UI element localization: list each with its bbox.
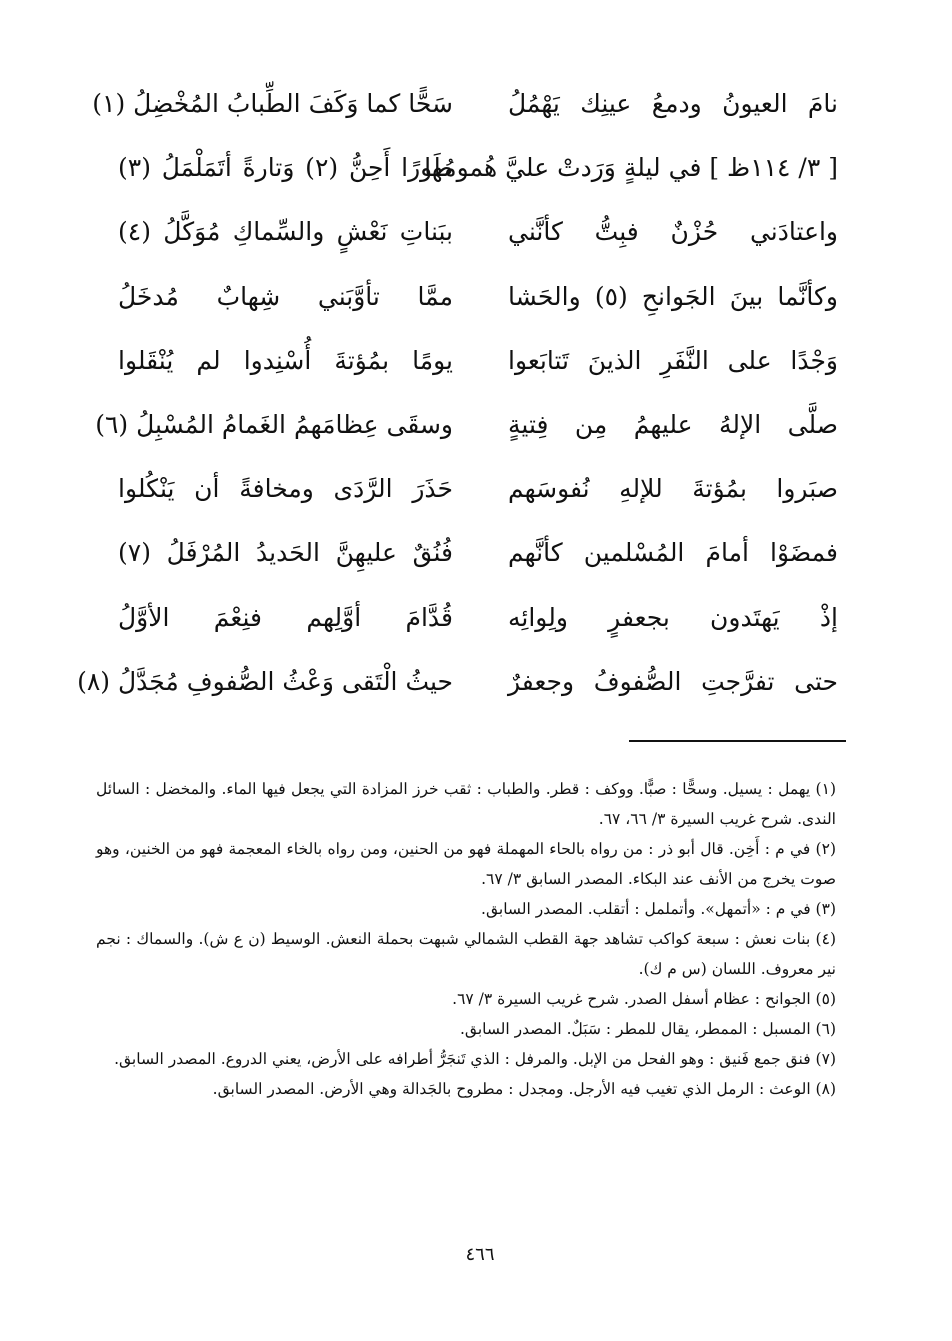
verse-7-second-hemistich: حَذَرَ الرَّدَى ومخافةً أن يَنْكُلوا (118, 474, 453, 504)
verse-1-second-hemistich: سَحًّا كما وَكَفَ الطِّبابُ المُخْضِلُ (١) (92, 89, 453, 119)
verse-9-first-hemistich: إذْ يَهتَدون بجعفرٍ ولِوائِه (508, 602, 838, 632)
footnote-4: (٤) بنات نعش : سبعة كواكب تشاهد جهة القطب الشمالي شبهت بحملة النعش. الوسيط (ن ع ش). والسماك : نجم نير معروف. اللسان (س م ك). (96, 930, 836, 978)
footnote-8: (٨) الوعث : الرمل الذي تغيب فيه الأرجل. ومجدل : مطروح بالجَدالة وهي الأرض. المصدر السابق. (212, 1080, 836, 1098)
verse-4-second-hemistich: ممَّا تأوَّبَني شِهابٌ مُدخَلُ (118, 281, 453, 311)
verse-2-first-hemistich: [ ٣/ ١١٤ظ ] في ليلةٍ وَرَدتْ عليَّ هُمومُها (424, 153, 838, 183)
footnote-7: (٧) فنق جمع فَنيق : وهو الفحل من الإبل. والمرفل : الذي تَنجَرُّ أطرافه على الأرض، يعني الدروع. المصدر السابق. (114, 1050, 836, 1068)
verse-5-second-hemistich: يومًا بمُؤتةَ أُسْنِدوا لم يُنْقَلوا (118, 345, 453, 375)
verse-10-first-hemistich: حتى تفرَّجتِ الصُّفوفُ وجعفرٌ (508, 666, 838, 696)
verse-3-first-hemistich: واعتادَني حُزْنٌ فبِتُّ كأنَّني (508, 217, 838, 247)
verse-8-first-hemistich: فمضَوْا أمامَ المُسْلمين كأنَّهم (508, 538, 838, 568)
poem (77, 72, 838, 714)
verse-6-first-hemistich: صلَّى الإلهُ عليهمُ مِن فِتيةٍ (508, 410, 838, 440)
verse-9-second-hemistich: قُدَّامَ أوَّلِهم فنِعْمَ الأوَّلُ (118, 602, 453, 632)
verse-5 (118, 329, 838, 393)
footnote-separator (629, 740, 846, 742)
footnotes (96, 774, 836, 1104)
verse-6-second-hemistich: وسقَى عِظامَهمُ الغَمامُ المُسْبِلُ (٦) (95, 410, 453, 440)
page-number: ٤٦٦ (465, 1244, 495, 1265)
verse-2-second-hemistich: طَورًا أَحِنُّ (٢) وَتارةً أتَمَلْمَلُ (٣) (118, 153, 453, 183)
verse-1-first-hemistich: نامَ العيونُ ودمعُ عينِك يَهْمُلُ (508, 89, 838, 119)
verse-10 (77, 650, 838, 714)
verse-6 (95, 393, 838, 457)
verse-1 (92, 72, 838, 136)
verse-4-first-hemistich: وكأنَّما بينَ الجَوانحِ (٥) والحَشا (508, 281, 838, 311)
verse-7-first-hemistich: صبَروا بمُؤتةَ للإلهِ نُفوسَهم (508, 474, 838, 504)
verse-4 (118, 265, 838, 329)
verse-2 (118, 136, 838, 200)
verse-9 (118, 586, 838, 650)
verse-10-second-hemistich: حيثُ الْتَقى وَعْثُ الصُّفوفِ مُجَدَّلُ (٨) (77, 666, 453, 696)
footnote-3: (٣) في م : «أتمهل». وأتململ : أتقلب. المصدر السابق. (481, 900, 836, 918)
verse-8-second-hemistich: فُنُقٌ عليهِنَّ الحَديدُ المُرْفَلُ (٧) (118, 538, 453, 568)
verse-3 (118, 200, 838, 264)
footnote-5: (٥) الجوانح : عظام أسفل الصدر. شرح غريب السيرة ٣/ ٦٧. (452, 990, 836, 1008)
verse-3-second-hemistich: ببَناتِ نَعْشٍ والسِّماكِ مُوَكَّلُ (٤) (118, 217, 453, 247)
verse-5-first-hemistich: وَجْدًا على النَّفَرِ الذينَ تَتابَعوا (508, 345, 838, 375)
verse-7 (118, 457, 838, 521)
footnote-2: (٢) في م : أَخِن. قال أبو ذر : من رواه بالحاء المهملة فهو من الحنين، ومن رواه بالخاء المعجمة فهو من الخنين، وهو صوت يخرج من الأنف عند البكاء. المصدر السابق ٣/ ٦٧. (96, 840, 836, 888)
footnote-1: (١) يهمل : يسيل. وسحًّا : صبًّا. ووكف : قطر. والطباب : ثقب خرز المزادة التي يجعل فيها الماء. والمخضل : السائل الندى. شرح غريب السيرة ٣/ ٦٦، ٦٧. (96, 780, 836, 828)
verse-8 (118, 521, 838, 585)
footnote-6: (٦) المسبل : الممطر، يقال للمطر : سَبَلٌ. المصدر السابق. (459, 1020, 836, 1038)
